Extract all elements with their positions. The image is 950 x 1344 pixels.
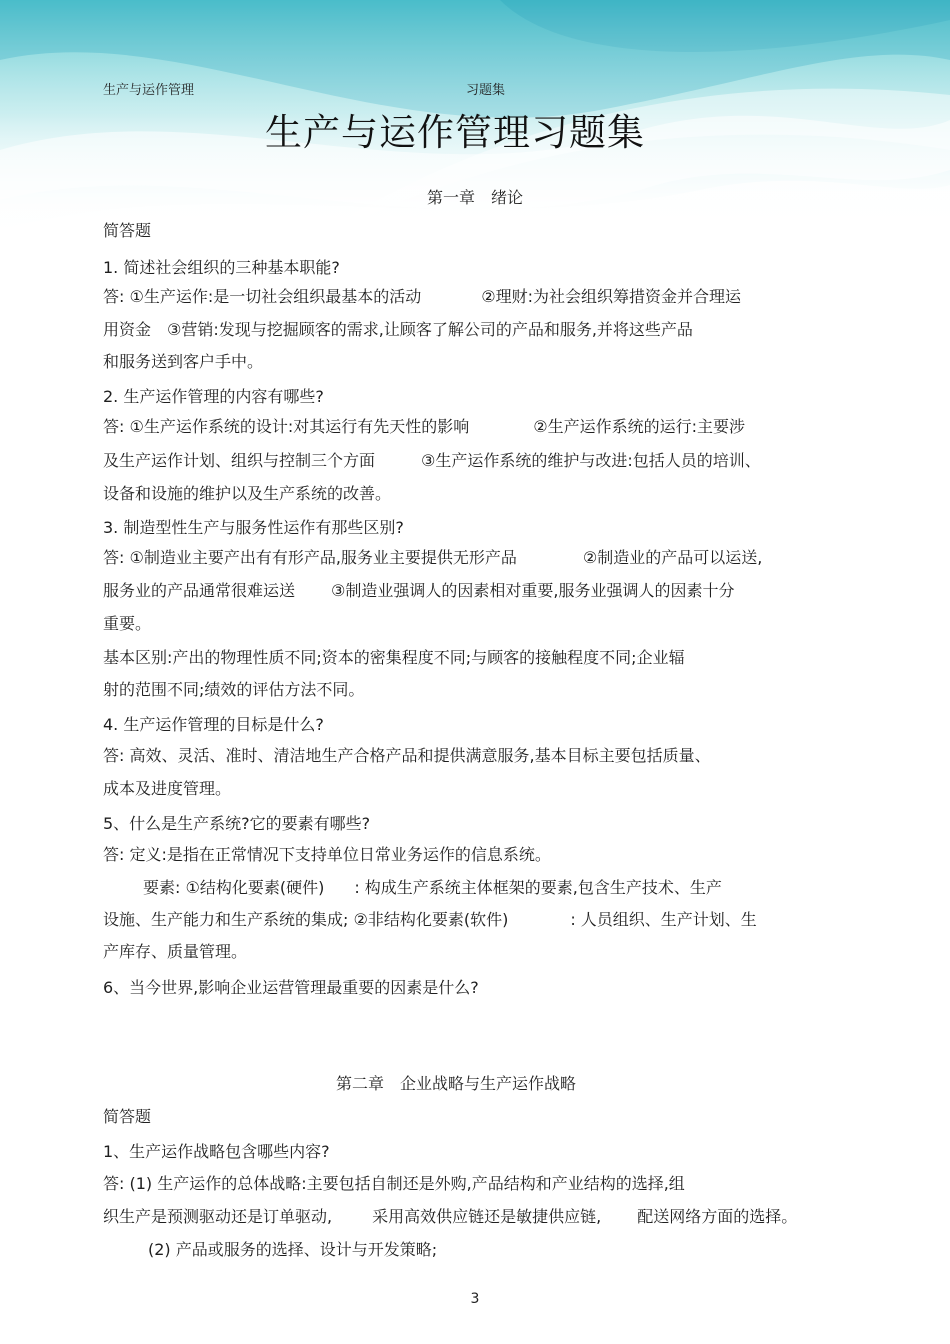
answer-line: 和服务送到客户手中。 <box>103 352 264 371</box>
answer-line: 基本区别:产出的物理性质不同;资本的密集程度不同;与顾客的接触程度不同;企业辐 <box>103 648 685 667</box>
answer-line: 答: ①生产运作系统的设计:对其运行有先天性的影响 ②生产运作系统的运行:主要涉 <box>103 417 745 436</box>
answer-line: 重要。 <box>103 614 152 633</box>
chapter-heading: 第二章 企业战略与生产运作战略 <box>336 1074 577 1093</box>
answer-line: 织生产是预测驱动还是订单驱动, 采用高效供应链还是敏捷供应链, 配送网络方面的选择。 <box>103 1207 798 1226</box>
answer-line: 设施、生产能力和生产系统的集成; ②非结构化要素(软件) : 人员组织、生产计划、生 <box>103 910 757 929</box>
answer-line: 服务业的产品通常很难运送 ③制造业强调人的因素相对重要,服务业强调人的因素十分 <box>103 581 735 600</box>
section-label: 简答题 <box>103 1107 152 1126</box>
answer-line: 产库存、质量管理。 <box>103 942 248 961</box>
answer-line: 答: 定义:是指在正常情况下支持单位日常业务运作的信息系统。 <box>103 845 551 864</box>
answer-line: 答: ①生产运作:是一切社会组织最基本的活动 ②理财:为社会组织筹措资金并合理运 <box>103 287 741 306</box>
answer-line: 答: ①制造业主要产出有有形产品,服务业主要提供无形产品 ②制造业的产品可以运送, <box>103 548 763 567</box>
answer-line: 答: (1) 生产运作的总体战略:主要包括自制还是外购,产品结构和产业结构的选择,组 <box>103 1174 685 1193</box>
chapter-heading: 第一章 绪论 <box>426 188 523 207</box>
question: 1、生产运作战略包含哪些内容? <box>103 1142 330 1161</box>
answer-line: 答: 高效、灵活、准时、清洁地生产合格产品和提供满意服务,基本目标主要包括质量、 <box>103 746 711 765</box>
answer-line: 成本及进度管理。 <box>103 779 232 798</box>
header-left-text: 生产与运作管理 <box>103 83 195 98</box>
question: 1. 简述社会组织的三种基本职能? <box>103 258 340 277</box>
answer-line: (2) 产品或服务的选择、设计与开发策略; <box>148 1240 438 1259</box>
answer-line: 及生产运作计划、组织与控制三个方面 ③生产运作系统的维护与改进:包括人员的培训、 <box>103 451 761 470</box>
question: 3. 制造型性生产与服务性运作有那些区别? <box>103 518 404 537</box>
question: 4. 生产运作管理的目标是什么? <box>103 715 324 734</box>
question: 5、什么是生产系统?它的要素有哪些? <box>103 814 371 833</box>
page-number: 3 <box>470 1291 480 1307</box>
question: 2. 生产运作管理的内容有哪些? <box>103 387 324 406</box>
answer-line: 要素: ①结构化要素(硬件) : 构成生产系统主体框架的要素,包含生产技术、生产 <box>143 878 722 897</box>
header-center-text: 习题集 <box>466 83 506 98</box>
answer-line: 设备和设施的维护以及生产系统的改善。 <box>103 484 392 503</box>
answer-line: 射的范围不同;绩效的评估方法不同。 <box>103 680 365 699</box>
document-title: 生产与运作管理习题集 <box>265 111 645 154</box>
answer-line: 用资金 ③营销:发现与挖掘顾客的需求,让顾客了解公司的产品和服务,并将这些产品 <box>103 320 693 339</box>
question: 6、当今世界,影响企业运营管理最重要的因素是什么? <box>103 978 479 997</box>
section-label: 简答题 <box>103 221 152 240</box>
